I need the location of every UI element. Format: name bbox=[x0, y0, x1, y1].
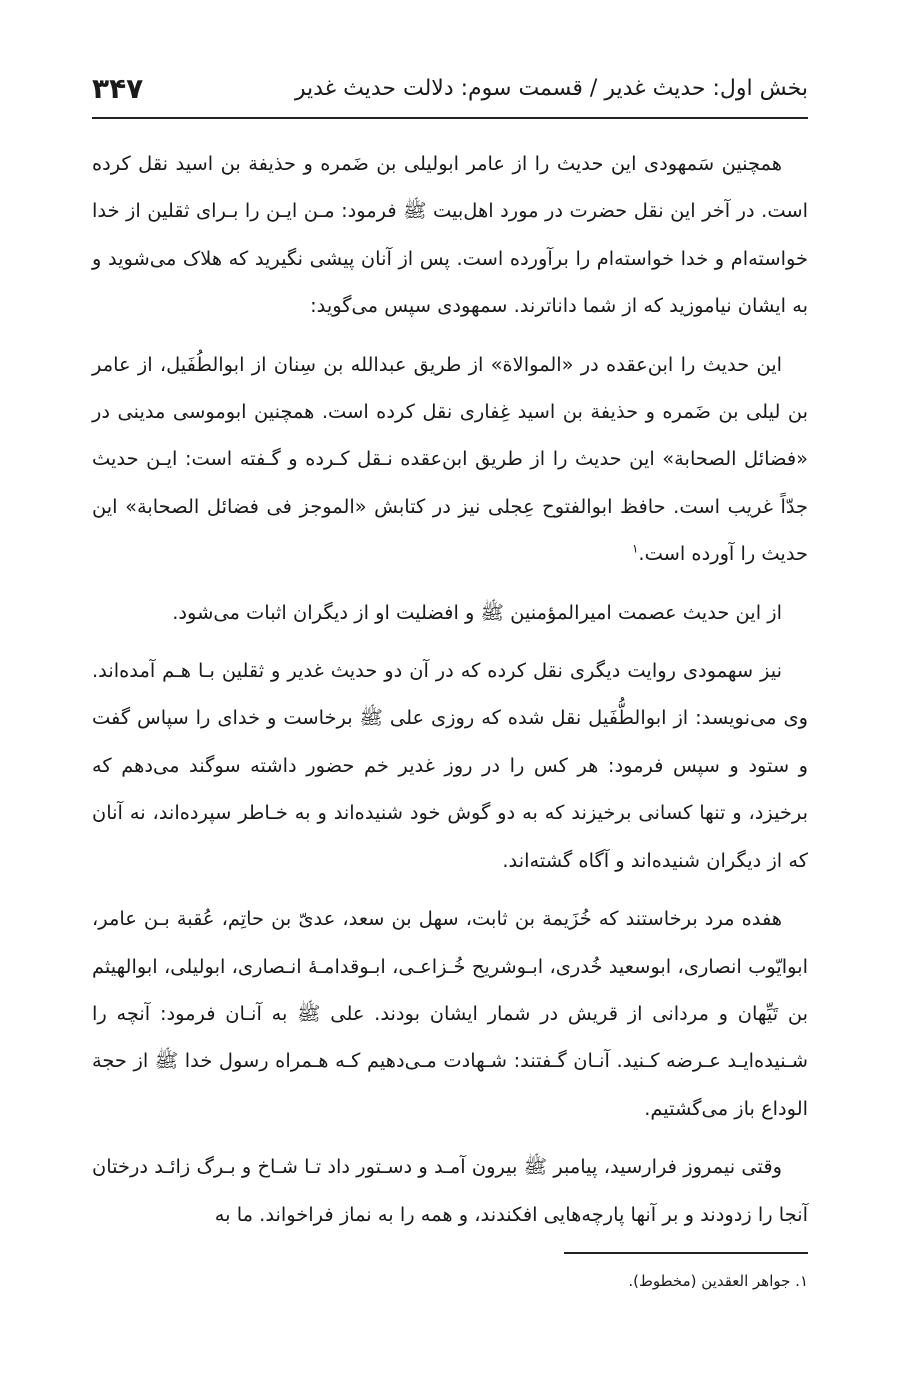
footnote-divider bbox=[564, 1252, 808, 1254]
running-header-title: بخش اول: حدیث غدیر / قسمت سوم: دلالت حدیث غدیر bbox=[294, 75, 808, 101]
paragraph: نیز سهمودی روایت دیگری نقل کرده که در آن دو حدیث غدیر و ثقلین بـا هـم آمده‌اند. وی می‌نویسد: از ابوالطُّفَیل نقل شده که روزی علی ﷺ برخاست و خدای را سپاس گفت و ستود و سپس فرمود: هر کس را در روز غدیر خم حضور داشته سوگند می‌دهم که برخیزد، و تنها کسانی برخیزند که به دو گوش خود شنیده‌اند و به خـاطر سپرده‌اند، نه آنان که از دیگران شنیده‌اند و آگاه گشته‌اند. bbox=[92, 659, 808, 872]
paragraph: همچنین سَمهودی این حدیث را از عامر ابولیلی بن ضَمره و حذیفة بن اسید نقل کرده است. در آخر این نقل حضرت در مورد اهل‌بیت ﷺ فرمود: مـن ایـن را بـرای ثقلین از خدا خواسته‌ام و خدا خواسته‌ام را برآورده است. پس از آنان پیشی نگیرید که هلاک می‌شوید و به ایشان نیاموزید که از شما داناترند. سمهودی سپس می‌گوید: bbox=[92, 152, 808, 318]
header-divider bbox=[92, 117, 808, 119]
paragraph: از این حدیث عصمت امیرالمؤمنین ﷺ و افضلیت او از دیگران اثبات می‌شود. bbox=[172, 600, 782, 624]
paragraph-quote-text: این حدیث را ابن‌عقده در «الموالاة» از طریق عبدالله بن سِنان از ابوالطُفَیل، از عامر بن لیلی بن ضَمره و حذیفة بن اسید غِفاری نقل کرده است. همچنین ابوموسی مدینی در «فضائل الصحابة» این حدیث را از طریق ابن‌عقده نـقل کـرده و گـفته است: ایـن حدیث جدّاً غریب است. حافظ ابوالفتوح عِجلی نیز در کتابش «الموجز فی فضائل الصحابة» این حدیث را آورده است. bbox=[92, 352, 808, 566]
paragraph: وقتی نیمروز فرارسید، پیامبر ﷺ بیرون آمـد و دسـتور داد تـا شـاخ و بـرگ زائـد درختان آنجا را زدودند و بر آنها پارچه‌هایی افکندند، و همه را به نماز فراخواند. ما به bbox=[92, 1155, 808, 1226]
paragraph: هفده مرد برخاستند که خُزَیمة بن ثابت، سهل بن سعد، عدیّ بن حاتِم، عُقبة بـن عامر، ابوایّوب انصاری، ابوسعید خُدری، ابـوشریح خُـزاعـی، ابـوقدامـهٔ انـصاری، ابولیلی، ابوالهیثم بن تَیِّهان و مردانی از قریش در شمار ایشان بودند. علی ﷺ به آنـان فرمود: آنچه را شـنیده‌ایـد عـرضه کـنید. آنـان گـفتند: شـهادت مـی‌دهیم کـه هـمراه رسول خدا ﷺ از حجة الوداع باز می‌گشتیم. bbox=[92, 907, 808, 1120]
footnote: ۱. جواهر العقدین (مخطوط). bbox=[628, 1272, 808, 1290]
paragraph-quote bbox=[92, 341, 808, 578]
running-header bbox=[92, 68, 808, 108]
page-number: ۳۴۷ bbox=[92, 71, 144, 105]
main-text bbox=[92, 140, 808, 1249]
footnote-reference[interactable]: ۱ bbox=[631, 541, 639, 556]
